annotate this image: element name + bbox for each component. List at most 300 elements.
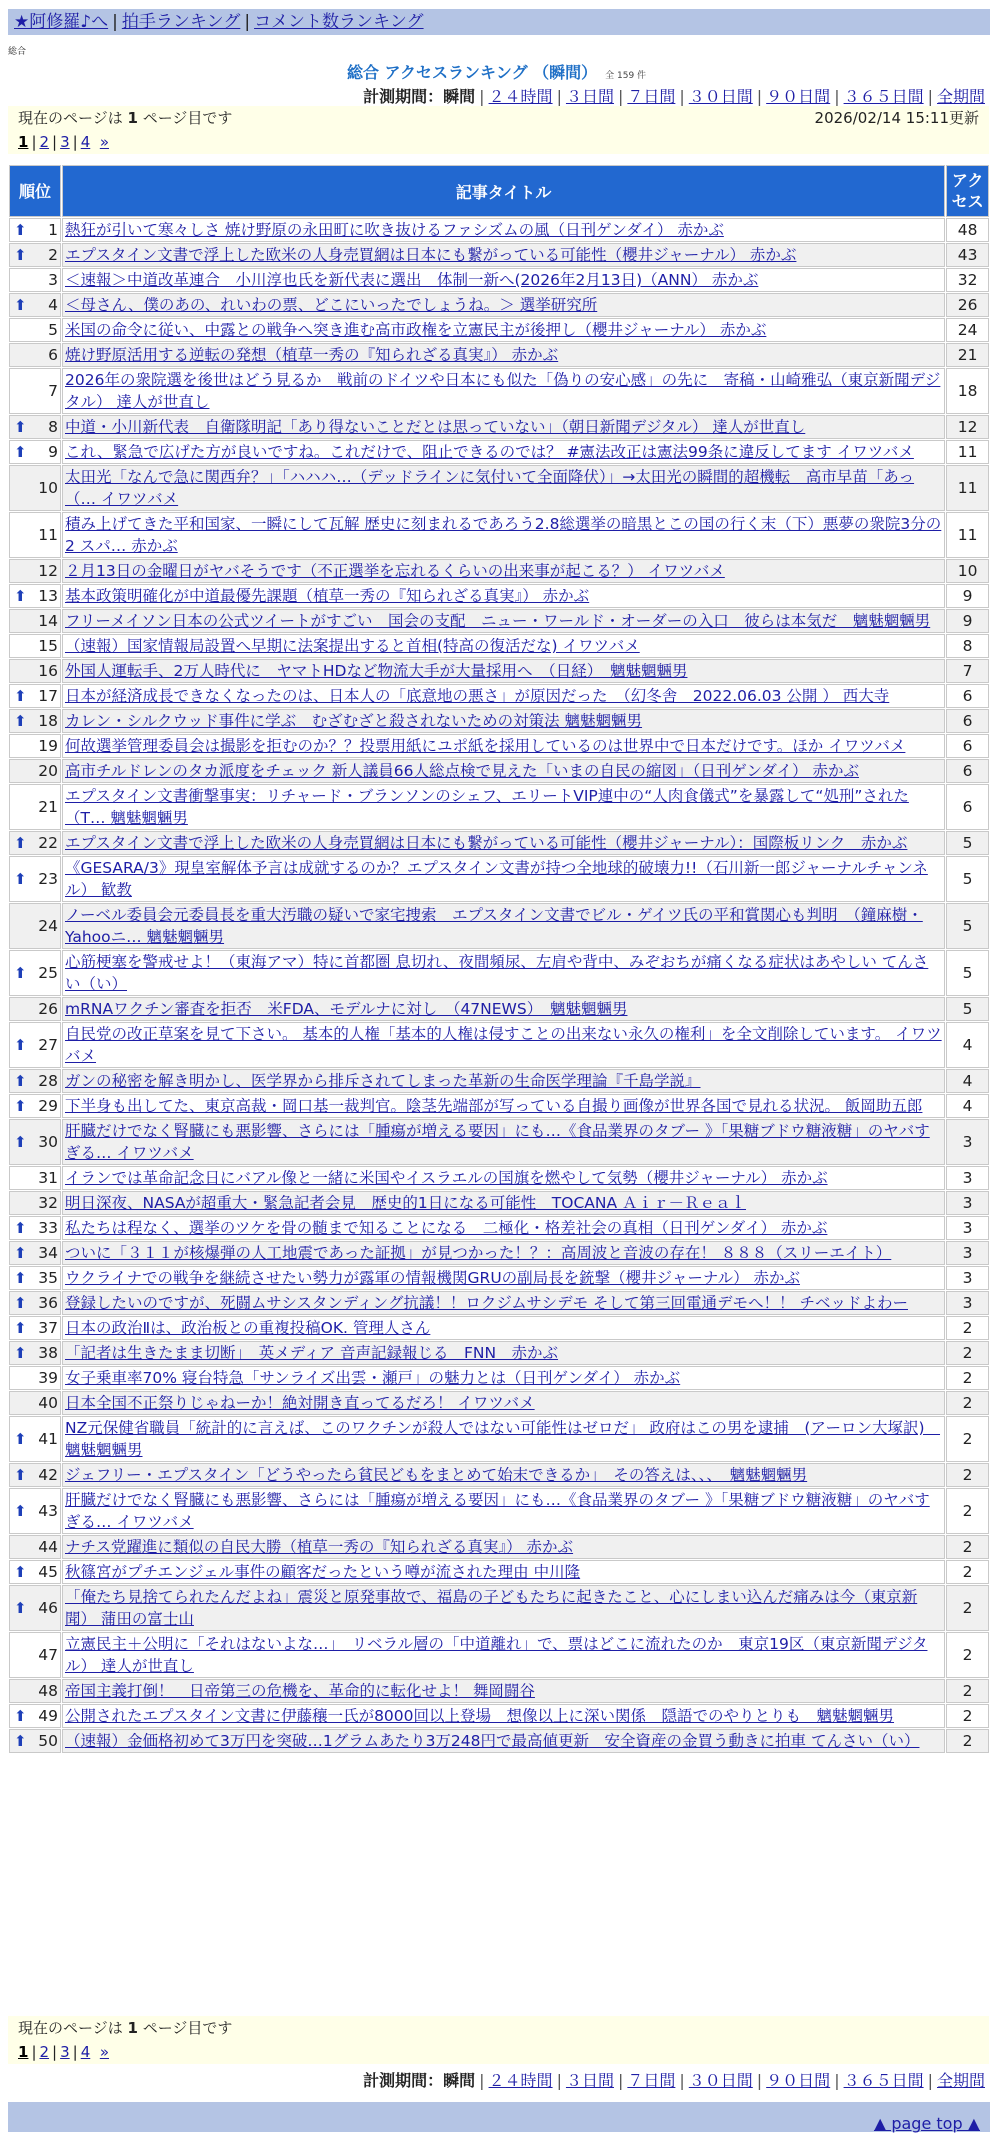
article-link[interactable]: 立憲民主＋公明に「それはないよな…」 リベラル層の「中道離れ」で、票はどこに流れたのか 東京19区（東京新聞デジタル） 達人が世直し xyxy=(65,1635,928,1675)
period-link[interactable]: ３日間 xyxy=(565,2071,614,2090)
rank-number: 24 xyxy=(38,917,58,935)
title-cell xyxy=(62,609,945,633)
table-row xyxy=(9,1416,989,1462)
rank-number: 42 xyxy=(38,1466,58,1484)
rank-up-icon: ⬆ xyxy=(14,221,27,239)
rank-number: 14 xyxy=(38,612,58,630)
article-link[interactable]: ナチス党躍進に類似の自民大勝（植草一秀の『知られざる真実』） 赤かぶ xyxy=(65,1538,574,1556)
access-count: 2 xyxy=(946,1585,989,1631)
rank-number: 3 xyxy=(48,271,58,289)
article-link[interactable]: （速報）金価格初めて3万円を突破…1グラムあたり3万248円で最高値更新 安全資産の金買う動きに拍車 てんさい（い） xyxy=(65,1732,920,1750)
access-count: 2 xyxy=(946,1704,989,1728)
rank-number: 36 xyxy=(38,1294,58,1312)
footer-bar xyxy=(8,2102,990,2132)
article-link[interactable]: これ、緊急で広げた方が良いですね。これだけで、阻止できるのでは？ #憲法改正は憲法99条に違反してます イワツバメ xyxy=(65,443,914,461)
article-link[interactable]: 焼け野原活用する逆転の発想（植草一秀の『知られざる真実』） 赤かぶ xyxy=(65,346,559,364)
rank-up-icon: ⬆ xyxy=(14,834,27,852)
article-link[interactable]: 登録したいのですが、死闘ムサシスタンディング抗議！！ロクジムサシデモ そして第三回電通デモへ！！ チベッドよわー xyxy=(65,1294,908,1312)
rank-cell xyxy=(9,1241,61,1265)
access-count: 11 xyxy=(946,512,989,558)
table-row xyxy=(9,1391,989,1415)
page-info-suffix: ページ目です xyxy=(142,109,233,127)
title-cell xyxy=(62,1463,945,1487)
top-nav-bar xyxy=(8,9,990,35)
title-cell xyxy=(62,659,945,683)
rank-cell xyxy=(9,1463,61,1487)
article-link[interactable]: ついに「３１１が核爆弾の人工地震であった証拠」が見つかった！？：高周波と音波の存在！ ８８８（スリーエイト） xyxy=(65,1244,892,1262)
access-count: 11 xyxy=(946,465,989,511)
rank-up-icon: ⬆ xyxy=(14,1072,27,1090)
period-link[interactable]: 全期間 xyxy=(936,2071,985,2090)
title-cell xyxy=(62,465,945,511)
article-link[interactable]: フリーメイソン日本の公式ツイートがすごい 国会の支配 ニュー・ワールド・オーダーの入口 彼らは本気だ 魑魅魍魎男 xyxy=(65,612,931,630)
period-link[interactable]: ３６５日間 xyxy=(843,87,924,106)
separator: | xyxy=(834,2071,840,2090)
period-link[interactable]: ９０日間 xyxy=(766,87,831,106)
article-link[interactable]: 心筋梗塞を警戒せよ！（東海アマ）特に首都圏 息切れ、夜間頻尿、左肩や背中、みぞおちが痛くなる症状はあやしい てんさい（い） xyxy=(65,953,929,993)
title-cell xyxy=(62,1341,945,1365)
article-link[interactable]: ＜速報＞中道改革連合 小川淳也氏を新代表に選出 体制一新へ(2026年2月13日)（ANN） 赤かぶ xyxy=(65,271,759,289)
table-row xyxy=(9,659,989,683)
separator: | xyxy=(72,2043,78,2061)
rank-cell xyxy=(9,218,61,242)
article-link[interactable]: 秋篠宮がプチエンジェル事件の顧客だったという噂が流された理由 中川隆 xyxy=(65,1563,581,1581)
article-link[interactable]: 「俺たち見捨てられたんだよね」震災と原発事故で、福島の子どもたちに起きたこと、心にしまい込んだ痛みは今（東京新聞） 蒲田の富士山 xyxy=(65,1588,918,1628)
title-cell xyxy=(62,1266,945,1290)
rank-cell xyxy=(9,293,61,317)
access-count: 11 xyxy=(946,440,989,464)
article-link[interactable]: ＜母さん、僕のあの、れいわの票、どこにいったでしょうね。＞ 選挙研究所 xyxy=(65,296,598,314)
rank-cell xyxy=(9,559,61,583)
rank-cell xyxy=(9,584,61,608)
access-count: 6 xyxy=(946,734,989,758)
rank-cell xyxy=(9,1094,61,1118)
table-row xyxy=(9,1191,989,1215)
title-cell xyxy=(62,634,945,658)
article-link[interactable]: （速報）国家情報局設置へ早期に法案提出すると首相(特高の復活だな) イワツバメ xyxy=(65,637,640,655)
rank-cell xyxy=(9,1291,61,1315)
article-link[interactable]: 日本が経済成長できなくなったのは、日本人の「底意地の悪さ」が原因だった （幻冬舎 2022.06.03 公開 ） 西大寺 xyxy=(65,687,890,705)
pager-page-link[interactable]: 4 xyxy=(80,133,91,151)
table-row xyxy=(9,1069,989,1093)
table-row xyxy=(9,218,989,242)
article-link[interactable]: 下半身も出してた、東京高裁・岡口基一裁判官。陰茎先端部が写っている自撮り画像が世界各国で見れる状況。 飯岡助五郎 xyxy=(65,1097,923,1115)
rank-number: 20 xyxy=(38,762,58,780)
article-link[interactable]: NZ元保健省職員「統計的に言えば、このワクチンが殺人ではない可能性はゼロだ」 政府はこの男を逮捕 (アーロン大塚訳) 魑魅魍魎男 xyxy=(65,1419,941,1459)
access-count: 2 xyxy=(946,1391,989,1415)
title-cell xyxy=(62,950,945,996)
rank-up-icon: ⬆ xyxy=(14,1219,27,1237)
pager-page-link[interactable]: 2 xyxy=(39,133,50,151)
table-row xyxy=(9,1316,989,1340)
rank-up-icon: ⬆ xyxy=(14,1036,27,1054)
table-row xyxy=(9,1704,989,1728)
access-count: 2 xyxy=(946,1679,989,1703)
access-count: 3 xyxy=(946,1241,989,1265)
rank-up-icon: ⬆ xyxy=(14,443,27,461)
article-link[interactable]: エプスタイン文書衝撃事実：リチャード・ブランソンのシェフ、エリートVIP連中の“人肉食儀式”を暴露して“処刑”された（T… 魑魅魍魎男 xyxy=(65,787,909,827)
title-cell xyxy=(62,415,945,439)
col-rank-header xyxy=(9,165,61,217)
period-link[interactable]: ２４時間 xyxy=(488,87,553,106)
rank-cell xyxy=(9,903,61,949)
pager-page-link[interactable]: 4 xyxy=(80,2043,91,2061)
pager-page-link[interactable]: 3 xyxy=(60,2043,70,2061)
rank-cell xyxy=(9,1119,61,1165)
article-link[interactable]: 外国人運転手、2万人時代に ヤマトHDなど物流大手が大量採用へ （日経） 魑魅魍魎男 xyxy=(65,662,688,680)
rank-up-icon: ⬆ xyxy=(14,687,27,705)
rank-cell xyxy=(9,609,61,633)
article-link[interactable]: ウクライナでの戦争を継続させたい勢力が露軍の情報機関GRUの副局長を銃撃（櫻井ジャーナル） 赤かぶ xyxy=(65,1269,801,1287)
ranking-title-text: 総合 アクセスランキング （瞬間） xyxy=(346,63,598,82)
period-link[interactable]: ３０日間 xyxy=(688,2071,753,2090)
rank-number: 8 xyxy=(48,418,58,436)
rank-number: 29 xyxy=(38,1097,58,1115)
access-count: 48 xyxy=(946,218,989,242)
title-cell xyxy=(62,243,945,267)
title-cell xyxy=(62,997,945,1021)
access-count: 3 xyxy=(946,1191,989,1215)
title-cell xyxy=(62,1488,945,1534)
table-row xyxy=(9,1241,989,1265)
access-count: 6 xyxy=(946,684,989,708)
article-link[interactable]: ノーベル委員会元委員長を重大汚職の疑いで家宅捜索 エプスタイン文書でビル・ゲイツ氏の平和賞関心も判明 （鐘麻樹・Yahooニ… 魑魅魍魎男 xyxy=(65,906,923,946)
table-row xyxy=(9,1216,989,1240)
article-link[interactable]: 明日深夜、NASAが超重大・緊急記者会見 歴史的1日になる可能性 TOCANA Ａｉｒ－Ｒｅａｌ xyxy=(65,1194,747,1212)
rank-number: 45 xyxy=(38,1563,58,1581)
pager-current-page: 1 xyxy=(18,2043,29,2061)
clap-ranking-link[interactable]: 拍手ランキング xyxy=(121,12,241,32)
title-cell xyxy=(62,1729,945,1753)
rank-number: 31 xyxy=(38,1169,58,1187)
rank-number: 30 xyxy=(38,1133,58,1151)
title-cell xyxy=(62,831,945,855)
rank-up-icon: ⬆ xyxy=(14,1344,27,1362)
separator: | xyxy=(556,2071,562,2090)
period-link[interactable]: ２４時間 xyxy=(488,2071,553,2090)
rank-number: 22 xyxy=(38,834,58,852)
period-selector-bottom xyxy=(363,2068,985,2091)
rank-cell xyxy=(9,634,61,658)
title-cell xyxy=(62,1366,945,1390)
article-link[interactable]: 私たちは程なく、選挙のツケを骨の髄まで知ることになる 二極化・格差社会の真相（日刊ゲンダイ） 赤かぶ xyxy=(65,1219,828,1237)
rank-number: 23 xyxy=(38,870,58,888)
article-link[interactable]: 女子乗車率70% 寝台特急「サンライズ出雲・瀬戸」の魅力とは（日刊ゲンダイ） 赤かぶ xyxy=(65,1369,681,1387)
table-row xyxy=(9,440,989,464)
period-link[interactable]: ７日間 xyxy=(627,2071,676,2090)
page-info-number: 1 xyxy=(127,2019,138,2037)
access-count: 4 xyxy=(946,1094,989,1118)
period-link[interactable]: ７日間 xyxy=(627,87,676,106)
col-rank-label: 順位 xyxy=(19,181,52,201)
pager-top xyxy=(18,130,979,154)
article-link[interactable]: 日本の政治Ⅱは、政治板との重複投稿OK. 管理人さん xyxy=(65,1319,431,1337)
article-link[interactable]: 2026年の衆院選を後世はどう見るか 戦前のドイツや日本にも似た「偽りの安心感」の先に 寄稿・山崎雅弘（東京新聞デジタル） 達人が世直し xyxy=(65,371,941,411)
rank-cell xyxy=(9,1022,61,1068)
access-count: 2 xyxy=(946,1632,989,1678)
table-row xyxy=(9,1535,989,1559)
rank-cell xyxy=(9,1316,61,1340)
page-info-top xyxy=(8,106,989,154)
title-cell xyxy=(62,512,945,558)
rank-cell xyxy=(9,759,61,783)
article-link[interactable]: mRNAワクチン審査を拒否 米FDA、モデルナに対し （47NEWS） 魑魅魍魎男 xyxy=(65,1000,628,1018)
article-link[interactable]: 帝国主義打倒！ 日帝第三の危機を、革命的に転化せよ！ 舞岡闘谷 xyxy=(65,1682,535,1700)
access-count: 4 xyxy=(946,1022,989,1068)
title-cell xyxy=(62,318,945,342)
period-current: 瞬間 xyxy=(443,2071,476,2090)
separator: | xyxy=(927,87,933,106)
title-cell xyxy=(62,440,945,464)
title-cell xyxy=(62,1416,945,1462)
table-row xyxy=(9,1341,989,1365)
table-row xyxy=(9,709,989,733)
rank-cell xyxy=(9,831,61,855)
article-link[interactable]: 基本政策明確化が中道最優先課題（植草一秀の『知られざる真実』） 赤かぶ xyxy=(65,587,590,605)
access-count: 5 xyxy=(946,997,989,1021)
rank-up-icon: ⬆ xyxy=(14,418,27,436)
article-link[interactable]: 肝臓だけでなく腎臓にも悪影響、さらには「腫瘍が増える要因」にも…《食品業界のタブー 》「果糖ブドウ糖液糖」のヤバすぎる… イワツバメ xyxy=(65,1122,930,1162)
title-cell xyxy=(62,1216,945,1240)
comment-ranking-link[interactable]: コメント数ランキング xyxy=(254,12,424,32)
table-row xyxy=(9,1166,989,1190)
title-cell xyxy=(62,559,945,583)
title-cell xyxy=(62,1316,945,1340)
home-link[interactable]: ★阿修羅♪へ xyxy=(14,12,109,32)
separator: | xyxy=(244,12,251,32)
title-cell xyxy=(62,684,945,708)
access-count: 2 xyxy=(946,1535,989,1559)
table-row xyxy=(9,1119,989,1165)
access-count: 2 xyxy=(946,1560,989,1584)
rank-cell xyxy=(9,709,61,733)
rank-up-icon: ⬆ xyxy=(14,1430,27,1448)
article-link[interactable]: ジェフリー・エプスタイン「どうやったら貧民どもをまとめて始末できるか」 その答えは、、、 魑魅魍魎男 xyxy=(65,1466,808,1484)
rank-cell xyxy=(9,415,61,439)
rank-cell xyxy=(9,1391,61,1415)
rank-cell xyxy=(9,734,61,758)
article-link[interactable]: 高市チルドレンのタカ派度をチェック 新人議員66人総点検で見えた「いまの自民の縮図」（日刊ゲンダイ） 赤かぶ xyxy=(65,762,859,780)
table-row xyxy=(9,1679,989,1703)
rank-up-icon: ⬆ xyxy=(14,1097,27,1115)
table-row xyxy=(9,584,989,608)
rank-number: 28 xyxy=(38,1072,58,1090)
article-link[interactable]: エプスタイン文書で浮上した欧米の人身売買網は日本にも繋がっている可能性（櫻井ジャーナル）：国際板リンク 赤かぶ xyxy=(65,834,908,852)
pager-next-link[interactable]: » xyxy=(99,133,109,151)
article-link[interactable]: エプスタイン文書で浮上した欧米の人身売買網は日本にも繋がっている可能性（櫻井ジャーナル） 赤かぶ xyxy=(65,246,797,264)
rank-number: 27 xyxy=(38,1036,58,1054)
separator: | xyxy=(617,2071,624,2090)
access-count: 6 xyxy=(946,784,989,830)
title-cell xyxy=(62,1560,945,1584)
title-cell xyxy=(62,1704,945,1728)
pager-page-link[interactable]: 2 xyxy=(39,2043,50,2061)
table-row xyxy=(9,368,989,414)
rank-up-icon: ⬆ xyxy=(14,1294,27,1312)
article-link[interactable]: 積み上げてきた平和国家、一瞬にして瓦解 歴史に刻まれるであろう2.8総選挙の暗黒とこの国の行く末（下）悪夢の衆院3分の2 スパ… 赤かぶ xyxy=(65,515,942,555)
rank-number: 38 xyxy=(38,1344,58,1362)
access-count: 2 xyxy=(946,1366,989,1390)
rank-up-icon: ⬆ xyxy=(14,1563,27,1581)
article-link[interactable]: 中道・小川新代表 自衛隊明記「あり得ないことだとは思っていない」（朝日新聞デジタル） 達人が世直し xyxy=(65,418,806,436)
article-link[interactable]: 《GESARA/3》現皇室解体予言は成就するのか？エプスタイン文書が持つ全地球的破壊力!!（石川新一郎ジャーナルチャンネル） 歓教 xyxy=(65,859,928,899)
separator: | xyxy=(756,87,763,106)
access-count: 9 xyxy=(946,584,989,608)
article-link[interactable]: 「記者は生きたまま切断」 英メディア 音声記録報じる FNN 赤かぶ xyxy=(65,1344,559,1362)
access-count: 2 xyxy=(946,1341,989,1365)
col-access-header xyxy=(946,165,989,217)
article-link[interactable]: 太田光「なんで急に関西弁？」「ハハハ…（デッドラインに気付いて全面降伏）」→太田光の瞬間的超機転 高市早苗「あっ（… イワツバメ xyxy=(65,468,915,508)
rank-up-icon: ⬆ xyxy=(14,1502,27,1520)
rank-cell xyxy=(9,1560,61,1584)
article-link[interactable]: 肝臓だけでなく腎臓にも悪影響、さらには「腫瘍が増える要因」にも…《食品業界のタブー 》「果糖ブドウ糖液糖」のヤバすぎる… イワツバメ xyxy=(65,1491,930,1531)
rank-cell xyxy=(9,343,61,367)
access-count: 43 xyxy=(946,243,989,267)
rank-cell xyxy=(9,1416,61,1462)
table-row xyxy=(9,268,989,292)
access-count: 7 xyxy=(946,659,989,683)
rank-number: 2 xyxy=(48,246,58,264)
table-row xyxy=(9,831,989,855)
access-count: 2 xyxy=(946,1488,989,1534)
rank-number: 16 xyxy=(38,662,58,680)
separator: | xyxy=(556,87,562,106)
access-count: 26 xyxy=(946,293,989,317)
rank-number: 50 xyxy=(38,1732,58,1750)
rank-number: 1 xyxy=(48,221,58,239)
page-info-number: 1 xyxy=(127,109,138,127)
rank-cell xyxy=(9,784,61,830)
item-count: 全 159 件 xyxy=(605,71,647,81)
separator: | xyxy=(834,87,840,106)
separator: | xyxy=(31,2043,37,2061)
rank-up-icon: ⬆ xyxy=(14,587,27,605)
period-link[interactable]: ９０日間 xyxy=(766,2071,831,2090)
rank-cell xyxy=(9,1266,61,1290)
table-row xyxy=(9,559,989,583)
title-cell xyxy=(62,1585,945,1631)
rank-cell xyxy=(9,1191,61,1215)
rank-number: 47 xyxy=(38,1646,58,1664)
rank-up-icon: ⬆ xyxy=(14,1319,27,1337)
rank-number: 34 xyxy=(38,1244,58,1262)
access-count: 5 xyxy=(946,831,989,855)
table-row xyxy=(9,1632,989,1678)
article-link[interactable]: ガンの秘密を解き明かし、医学界から排斥されてしまった革新の生命医学理論『千島学説』 xyxy=(65,1072,701,1090)
table-row xyxy=(9,784,989,830)
title-cell xyxy=(62,1391,945,1415)
rank-number: 21 xyxy=(38,798,58,816)
table-row xyxy=(9,1560,989,1584)
rank-number: 35 xyxy=(38,1269,58,1287)
rank-up-icon: ⬆ xyxy=(14,1244,27,1262)
rank-up-icon: ⬆ xyxy=(14,1599,27,1617)
table-row xyxy=(9,1366,989,1390)
access-count: 8 xyxy=(946,634,989,658)
access-count: 2 xyxy=(946,1416,989,1462)
access-count: 2 xyxy=(946,1463,989,1487)
access-count: 24 xyxy=(946,318,989,342)
rank-number: 25 xyxy=(38,964,58,982)
rank-number: 41 xyxy=(38,1430,58,1448)
rank-cell xyxy=(9,268,61,292)
rank-number: 15 xyxy=(38,637,58,655)
title-cell xyxy=(62,1094,945,1118)
title-cell xyxy=(62,709,945,733)
separator: | xyxy=(756,2071,763,2090)
rank-number: 13 xyxy=(38,587,58,605)
rank-up-icon: ⬆ xyxy=(14,870,27,888)
separator: | xyxy=(31,133,37,151)
rank-cell xyxy=(9,465,61,511)
rank-number: 32 xyxy=(38,1194,58,1212)
access-count: 5 xyxy=(946,903,989,949)
article-link[interactable]: 熱狂が引いて寒々しさ 焼け野原の永田町に吹き抜けるファシズムの風（日刊ゲンダイ） 赤かぶ xyxy=(65,221,724,239)
article-link[interactable]: 日本全国不正祭りじゃねーか！絶対開き直ってるだろ！ イワツバメ xyxy=(65,1394,535,1412)
separator: | xyxy=(52,2043,58,2061)
rank-number: 49 xyxy=(38,1707,58,1725)
article-link[interactable]: カレン・シルクウッド事件に学ぶ むざむざと殺されないための対策法 魑魅魍魎男 xyxy=(65,712,643,730)
pager-current-page: 1 xyxy=(18,133,29,151)
article-link[interactable]: 何故選挙管理委員会は撮影を拒むのか？？投票用紙にユポ紙を採用しているのは世界中で日本だけです。ほか イワツバメ xyxy=(65,737,906,755)
table-row xyxy=(9,415,989,439)
pager-next-link[interactable]: » xyxy=(99,2043,109,2061)
article-link[interactable]: 米国の命令に従い、中露との戦争へ突き進む高市政権を立憲民主が後押し（櫻井ジャーナル） 赤かぶ xyxy=(65,321,767,339)
access-count: 6 xyxy=(946,759,989,783)
access-count: 6 xyxy=(946,709,989,733)
period-link[interactable]: ３６５日間 xyxy=(843,2071,924,2090)
period-current: 瞬間 xyxy=(443,87,476,106)
breadcrumb: 総合 xyxy=(8,47,27,57)
period-link[interactable]: 全期間 xyxy=(936,87,985,106)
table-row xyxy=(9,997,989,1021)
article-link[interactable]: イランでは革命記念日にバアル像と一緒に米国やイスラエルの国旗を燃やして気勢（櫻井ジャーナル） 赤かぶ xyxy=(65,1169,828,1187)
rank-number: 48 xyxy=(38,1682,58,1700)
title-cell xyxy=(62,343,945,367)
rank-up-icon: ⬆ xyxy=(14,1707,27,1725)
pager-page-link[interactable]: 3 xyxy=(60,133,70,151)
separator: | xyxy=(479,87,485,106)
rank-cell xyxy=(9,1679,61,1703)
page-top-link[interactable]: ▲ page top ▲ xyxy=(873,2114,980,2133)
period-link[interactable]: ３０日間 xyxy=(688,87,753,106)
rank-cell xyxy=(9,512,61,558)
rank-up-icon: ⬆ xyxy=(14,1466,27,1484)
rank-up-icon: ⬆ xyxy=(14,1732,27,1750)
article-link[interactable]: ２月13日の金曜日がヤバそうです（不正選挙を忘れるくらいの出来事が起こる？） イワツバメ xyxy=(65,562,725,580)
col-access-label: アクセス xyxy=(951,171,984,211)
separator: | xyxy=(72,133,78,151)
separator: | xyxy=(679,87,685,106)
title-cell xyxy=(62,1632,945,1678)
rank-number: 6 xyxy=(48,346,58,364)
title-cell xyxy=(62,1679,945,1703)
rank-cell xyxy=(9,1488,61,1534)
table-row xyxy=(9,465,989,511)
table-row xyxy=(9,1585,989,1631)
article-link[interactable]: 自民党の改正草案を見て下さい。 基本的人権「基本的人権は侵すことの出来ない永久の権利」を全文削除しています。 イワツバメ xyxy=(65,1025,942,1065)
table-row xyxy=(9,243,989,267)
period-link[interactable]: ３日間 xyxy=(565,87,614,106)
title-cell xyxy=(62,1166,945,1190)
article-link[interactable]: 公開されたエプスタイン文書に伊藤穰一氏が8000回以上登場 想像以上に深い関係 隠語でのやりとりも 魑魅魍魎男 xyxy=(65,1707,895,1725)
table-row xyxy=(9,512,989,558)
rank-number: 44 xyxy=(38,1538,58,1556)
ranking-rows xyxy=(9,218,989,1753)
title-cell xyxy=(62,759,945,783)
page-info-prefix: 現在のページは xyxy=(18,2019,123,2037)
table-row xyxy=(9,903,989,949)
